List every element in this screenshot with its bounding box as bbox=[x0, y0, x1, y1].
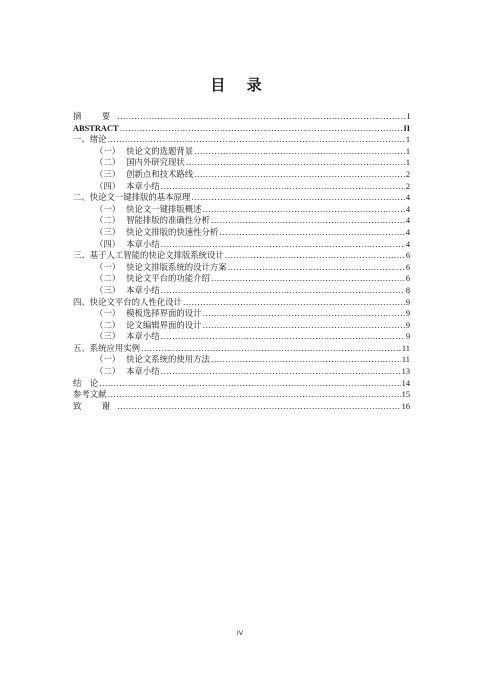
toc-entry-label: 参考文献 bbox=[73, 389, 107, 400]
toc-entry-page: 6 bbox=[405, 274, 410, 284]
toc-entry-page: 14 bbox=[401, 378, 410, 388]
toc-entry-page: 6 bbox=[405, 262, 410, 272]
toc-entry-number: （二） bbox=[95, 215, 121, 226]
toc-entry-page: 4 bbox=[405, 216, 410, 226]
dot-leader bbox=[211, 354, 401, 366]
toc-entry-page: 2 bbox=[405, 169, 410, 179]
toc-entry-number: （一） bbox=[95, 145, 121, 156]
toc-entry-label: 本章小结 bbox=[126, 366, 160, 377]
toc-entry-label: 快论文系统的使用方法 bbox=[126, 354, 210, 365]
toc-entry-page: 4 bbox=[405, 204, 410, 214]
toc-entry[interactable] bbox=[73, 273, 410, 285]
toc-entry[interactable] bbox=[73, 343, 410, 355]
dot-leader bbox=[120, 123, 403, 135]
toc-entry[interactable] bbox=[73, 123, 410, 135]
dot-leader bbox=[225, 250, 405, 262]
dot-leader bbox=[183, 297, 405, 309]
dot-leader bbox=[211, 273, 405, 285]
toc-entry-number: （三） bbox=[95, 284, 121, 295]
toc-entry-label: 本章小结 bbox=[126, 284, 160, 295]
dot-leader bbox=[161, 239, 405, 251]
toc-entry-page: 9 bbox=[405, 309, 410, 319]
dot-leader bbox=[161, 285, 405, 297]
toc-entry-label: 快论文排版的快速性分析 bbox=[126, 226, 219, 237]
toc-entry[interactable] bbox=[73, 192, 410, 204]
toc-entry-label: 模板选择界面的设计 bbox=[126, 308, 202, 319]
toc-entry[interactable] bbox=[73, 204, 410, 216]
toc-entry[interactable] bbox=[73, 134, 410, 146]
toc-entry-page: 11 bbox=[401, 355, 410, 365]
toc-entry[interactable] bbox=[73, 111, 410, 123]
toc-entry-label: 摘 要 bbox=[73, 111, 117, 121]
toc-entry-page: 9 bbox=[405, 297, 410, 307]
toc-entry-label: 致 谢 bbox=[73, 400, 117, 411]
dot-leader bbox=[203, 204, 405, 216]
toc-entry-label: ABSTRACT bbox=[73, 123, 119, 133]
toc-entry-label: 本章小结 bbox=[126, 238, 160, 249]
toc-entry[interactable] bbox=[73, 157, 410, 169]
toc-entry[interactable] bbox=[73, 378, 410, 390]
toc-entry-number: （二） bbox=[95, 319, 121, 330]
toc-entry-label: 创新点和技术路线 bbox=[126, 168, 194, 179]
dot-leader bbox=[219, 227, 405, 239]
toc-entry[interactable] bbox=[73, 389, 410, 401]
toc-entry-label: 本章小结 bbox=[126, 180, 160, 191]
toc-entry-number: （一） bbox=[95, 261, 121, 272]
toc-entry-page: 9 bbox=[405, 320, 410, 330]
dot-leader bbox=[161, 181, 405, 193]
toc-entry[interactable] bbox=[73, 239, 410, 251]
toc-entry[interactable] bbox=[73, 285, 410, 297]
toc-entry-label: 快论文的选题背景 bbox=[126, 145, 194, 156]
toc-entry-number: （二） bbox=[95, 273, 121, 284]
toc-entry[interactable] bbox=[73, 297, 410, 309]
toc-entry[interactable] bbox=[73, 262, 410, 274]
toc-entry-number: （二） bbox=[95, 157, 121, 168]
toc-entry-label: 二、快论文一键排版的基本原理 bbox=[73, 192, 191, 203]
dot-leader bbox=[141, 343, 401, 355]
toc-entry-number: （三） bbox=[95, 168, 121, 179]
toc-entry[interactable] bbox=[73, 354, 410, 366]
toc-entry[interactable] bbox=[73, 169, 410, 181]
toc-entry-page: 4 bbox=[405, 227, 410, 237]
toc-entry[interactable] bbox=[73, 331, 410, 343]
toc-entry-label: 本章小结 bbox=[126, 331, 160, 342]
toc-entry-number: （一） bbox=[95, 308, 121, 319]
dot-leader bbox=[108, 389, 401, 401]
toc-entry-page: 11 bbox=[401, 343, 410, 353]
table-of-contents bbox=[73, 111, 410, 412]
dot-leader bbox=[161, 366, 401, 378]
toc-entry-number: （四） bbox=[95, 238, 121, 249]
toc-entry-label: 三、基于人工智能的快论文排版系统设计 bbox=[73, 250, 224, 261]
toc-entry-label: 快论文一键排版概述 bbox=[126, 203, 202, 214]
toc-entry[interactable] bbox=[73, 215, 410, 227]
toc-entry-number: （三） bbox=[95, 226, 121, 237]
toc-entry[interactable] bbox=[73, 366, 410, 378]
toc-entry-page: 15 bbox=[401, 390, 410, 400]
dot-leader bbox=[117, 111, 406, 123]
toc-entry-label: 快论文平台的功能介绍 bbox=[126, 273, 210, 284]
toc-entry-label: 国内外研究现状 bbox=[126, 157, 185, 168]
toc-entry-page: II bbox=[403, 123, 410, 133]
toc-entry[interactable] bbox=[73, 146, 410, 158]
toc-entry-label: 五、系统应用实例 bbox=[73, 342, 140, 353]
toc-entry-label: 论文编辑界面的设计 bbox=[126, 319, 202, 330]
toc-entry-page: 6 bbox=[405, 251, 410, 261]
dot-leader bbox=[194, 169, 405, 181]
dot-leader bbox=[228, 262, 405, 274]
toc-entry[interactable] bbox=[73, 250, 410, 262]
dot-leader bbox=[211, 215, 405, 227]
dot-leader bbox=[191, 192, 405, 204]
toc-entry-page: 4 bbox=[405, 193, 410, 203]
toc-entry-label: 一、绪论 bbox=[73, 134, 107, 145]
toc-entry-number: （四） bbox=[95, 180, 121, 191]
dot-leader bbox=[99, 378, 401, 390]
toc-entry[interactable] bbox=[73, 227, 410, 239]
toc-entry[interactable] bbox=[73, 308, 410, 320]
toc-entry-label: 结 论 bbox=[73, 377, 99, 388]
dot-leader bbox=[194, 146, 405, 158]
toc-entry[interactable] bbox=[73, 181, 410, 193]
toc-entry-page: I bbox=[407, 112, 410, 121]
toc-entry-label: 快论文排版系统的设计方案 bbox=[126, 261, 227, 272]
page-number: IV bbox=[236, 630, 244, 637]
toc-entry-page: 9 bbox=[405, 332, 410, 342]
toc-entry-page: 1 bbox=[405, 158, 410, 168]
toc-entry-number: （一） bbox=[95, 354, 121, 365]
dot-leader bbox=[117, 401, 401, 413]
toc-entry-label: 四、快论文平台的人性化设计 bbox=[73, 296, 182, 307]
toc-entry-page: 2 bbox=[405, 181, 410, 191]
toc-entry[interactable] bbox=[73, 401, 410, 413]
toc-entry[interactable] bbox=[73, 320, 410, 332]
toc-entry-page: 1 bbox=[405, 146, 410, 156]
dot-leader bbox=[186, 157, 405, 169]
dot-leader bbox=[161, 331, 405, 343]
toc-entry-page: 4 bbox=[405, 239, 410, 249]
toc-entry-number: （二） bbox=[95, 366, 121, 377]
page-title: 目 录 bbox=[210, 76, 270, 94]
toc-entry-page: 13 bbox=[401, 367, 410, 377]
toc-entry-number: （三） bbox=[95, 331, 121, 342]
dot-leader bbox=[203, 308, 405, 320]
toc-entry-page: 8 bbox=[405, 285, 410, 295]
toc-entry-number: （一） bbox=[95, 203, 121, 214]
dot-leader bbox=[108, 134, 405, 146]
toc-entry-label: 智能排版的准确性分析 bbox=[126, 215, 210, 226]
toc-entry-page: 16 bbox=[401, 401, 410, 411]
dot-leader bbox=[203, 320, 405, 332]
toc-entry-page: 1 bbox=[405, 135, 410, 145]
